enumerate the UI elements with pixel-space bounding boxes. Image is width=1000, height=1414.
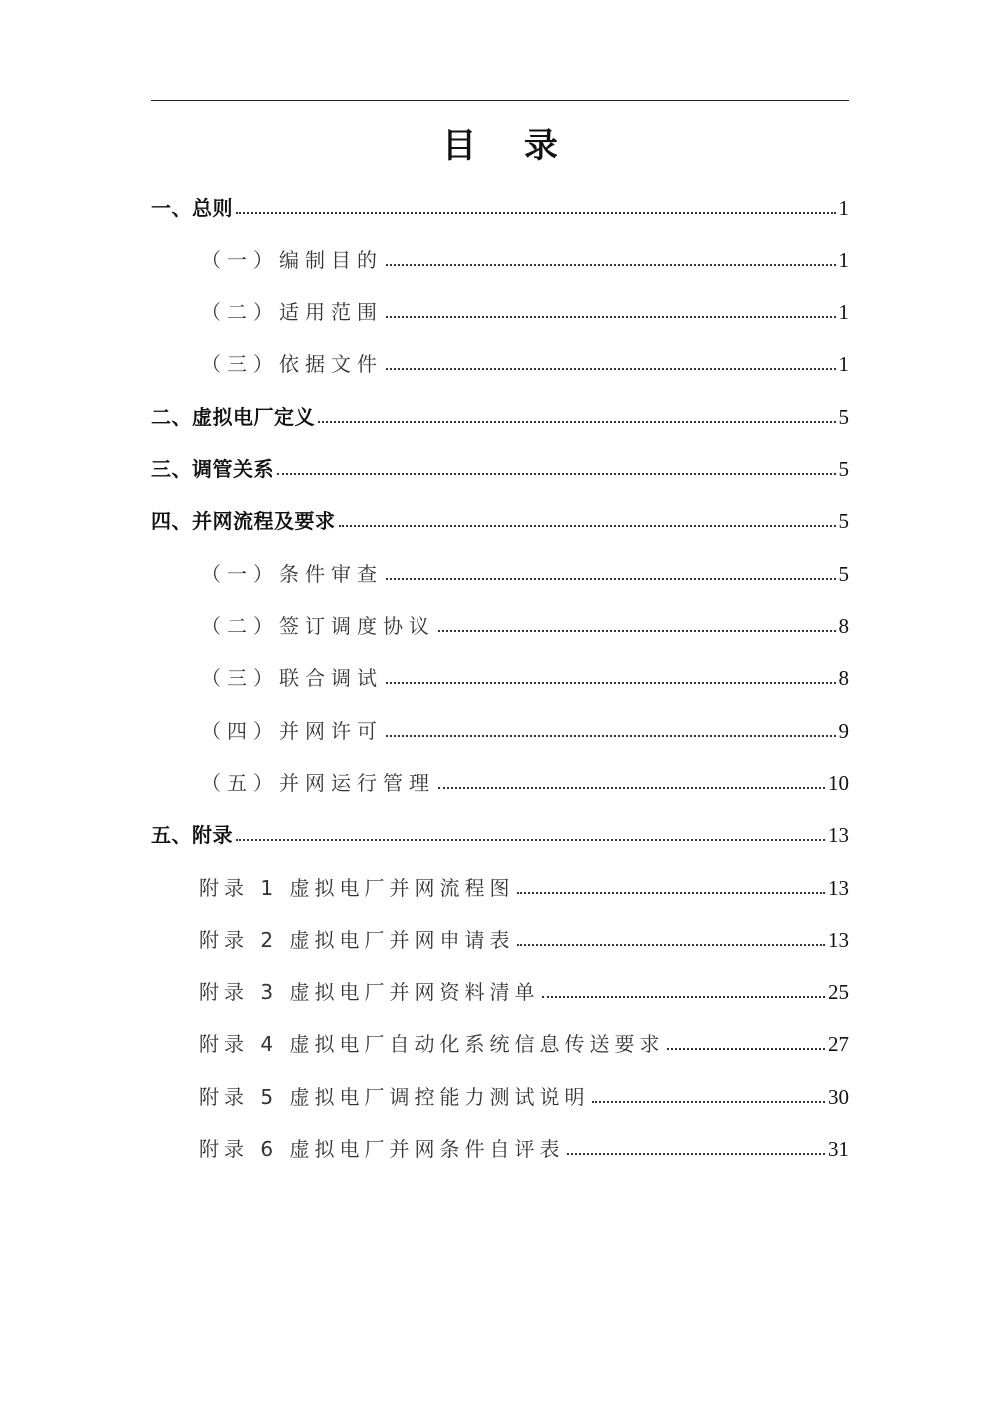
dot-leader xyxy=(386,734,836,737)
dot-leader xyxy=(236,838,825,841)
toc-entry[interactable] xyxy=(151,638,849,690)
toc-entry-label: （三）依据文件 xyxy=(201,352,383,376)
toc-entry-label: （四）并网许可 xyxy=(201,719,383,743)
dot-leader xyxy=(517,943,825,946)
toc-entry-page: 8 xyxy=(838,666,849,690)
toc-entry-label: 附录 6 虚拟电厂并网条件自评表 xyxy=(199,1137,565,1161)
toc-entry-label: （一）条件审查 xyxy=(201,562,383,586)
toc-entry[interactable] xyxy=(151,168,849,220)
toc-entry[interactable] xyxy=(151,429,849,481)
dot-leader xyxy=(592,1100,825,1103)
toc-entry[interactable] xyxy=(151,952,849,1004)
toc-entry-page: 27 xyxy=(828,1032,849,1056)
toc-entry[interactable] xyxy=(151,900,849,952)
dot-leader xyxy=(438,629,836,632)
toc-entry-label: （三）联合调试 xyxy=(201,666,383,690)
toc-entry-label: 附录 4 虚拟电厂自动化系统信息传送要求 xyxy=(199,1032,665,1056)
toc-entry[interactable] xyxy=(151,1004,849,1056)
toc-entry-page: 1 xyxy=(838,300,849,324)
dot-leader xyxy=(386,263,836,266)
toc-entry[interactable] xyxy=(151,795,849,847)
toc-entry-page: 31 xyxy=(828,1137,849,1161)
toc-entry-page: 1 xyxy=(838,352,849,376)
toc-entry-page: 8 xyxy=(838,614,849,638)
toc-entry[interactable] xyxy=(151,743,849,795)
toc-entry-label: 附录 1 虚拟电厂并网流程图 xyxy=(199,876,515,900)
toc-entry[interactable] xyxy=(151,848,849,900)
dot-leader xyxy=(386,315,836,318)
dot-leader xyxy=(386,681,836,684)
toc-entry-label: 五、附录 xyxy=(151,823,233,847)
toc-entry-label: 一、总则 xyxy=(151,196,233,220)
toc-entry[interactable] xyxy=(151,1057,849,1109)
toc-entry-page: 13 xyxy=(828,928,849,952)
toc-entry-label: 附录 3 虚拟电厂并网资料清单 xyxy=(199,980,540,1004)
toc-entry-page: 13 xyxy=(828,823,849,847)
dot-leader xyxy=(277,472,836,475)
toc-entry[interactable] xyxy=(151,220,849,272)
dot-leader xyxy=(318,420,836,423)
toc-entry-label: 附录 5 虚拟电厂调控能力测试说明 xyxy=(199,1085,590,1109)
toc-entry[interactable] xyxy=(151,272,849,324)
toc-entry-page: 1 xyxy=(838,248,849,272)
dot-leader xyxy=(517,891,825,894)
toc-entry-page: 30 xyxy=(828,1085,849,1109)
toc-entry[interactable] xyxy=(151,1109,849,1161)
toc-entry-page: 9 xyxy=(838,719,849,743)
dot-leader xyxy=(236,211,836,214)
toc-entry-label: （一）编制目的 xyxy=(201,248,383,272)
toc-entry[interactable] xyxy=(151,691,849,743)
toc-entry-label: 二、虚拟电厂定义 xyxy=(151,405,315,429)
toc-entry-page: 5 xyxy=(838,457,849,481)
toc-entry-page: 5 xyxy=(838,562,849,586)
toc-entry[interactable] xyxy=(151,534,849,586)
dot-leader xyxy=(542,995,825,998)
toc-entry-page: 25 xyxy=(828,980,849,1004)
toc-entry[interactable] xyxy=(151,324,849,376)
dot-leader xyxy=(386,577,836,580)
toc-entry-label: （二）适用范围 xyxy=(201,300,383,324)
toc-entry-label: （二）签订调度协议 xyxy=(201,614,435,638)
toc-entry-label: 附录 2 虚拟电厂并网申请表 xyxy=(199,928,515,952)
toc-entry-label: 四、并网流程及要求 xyxy=(151,509,336,533)
toc-entry-page: 1 xyxy=(838,196,849,220)
toc-entry-page: 13 xyxy=(828,876,849,900)
toc-entry[interactable] xyxy=(151,377,849,429)
toc-entry-page: 5 xyxy=(838,405,849,429)
toc-entry-label: （五）并网运行管理 xyxy=(201,771,435,795)
toc-entry[interactable] xyxy=(151,481,849,533)
toc-entry-page: 5 xyxy=(838,509,849,533)
dot-leader xyxy=(438,786,825,789)
toc-entry-label: 三、调管关系 xyxy=(151,457,274,481)
dot-leader xyxy=(667,1047,825,1050)
header-rule xyxy=(151,100,849,101)
toc-entry[interactable] xyxy=(151,586,849,638)
dot-leader xyxy=(386,367,836,370)
page-title: 目 录 xyxy=(442,126,576,166)
toc-entry-page: 10 xyxy=(828,771,849,795)
dot-leader xyxy=(567,1152,825,1155)
dot-leader xyxy=(339,524,836,527)
